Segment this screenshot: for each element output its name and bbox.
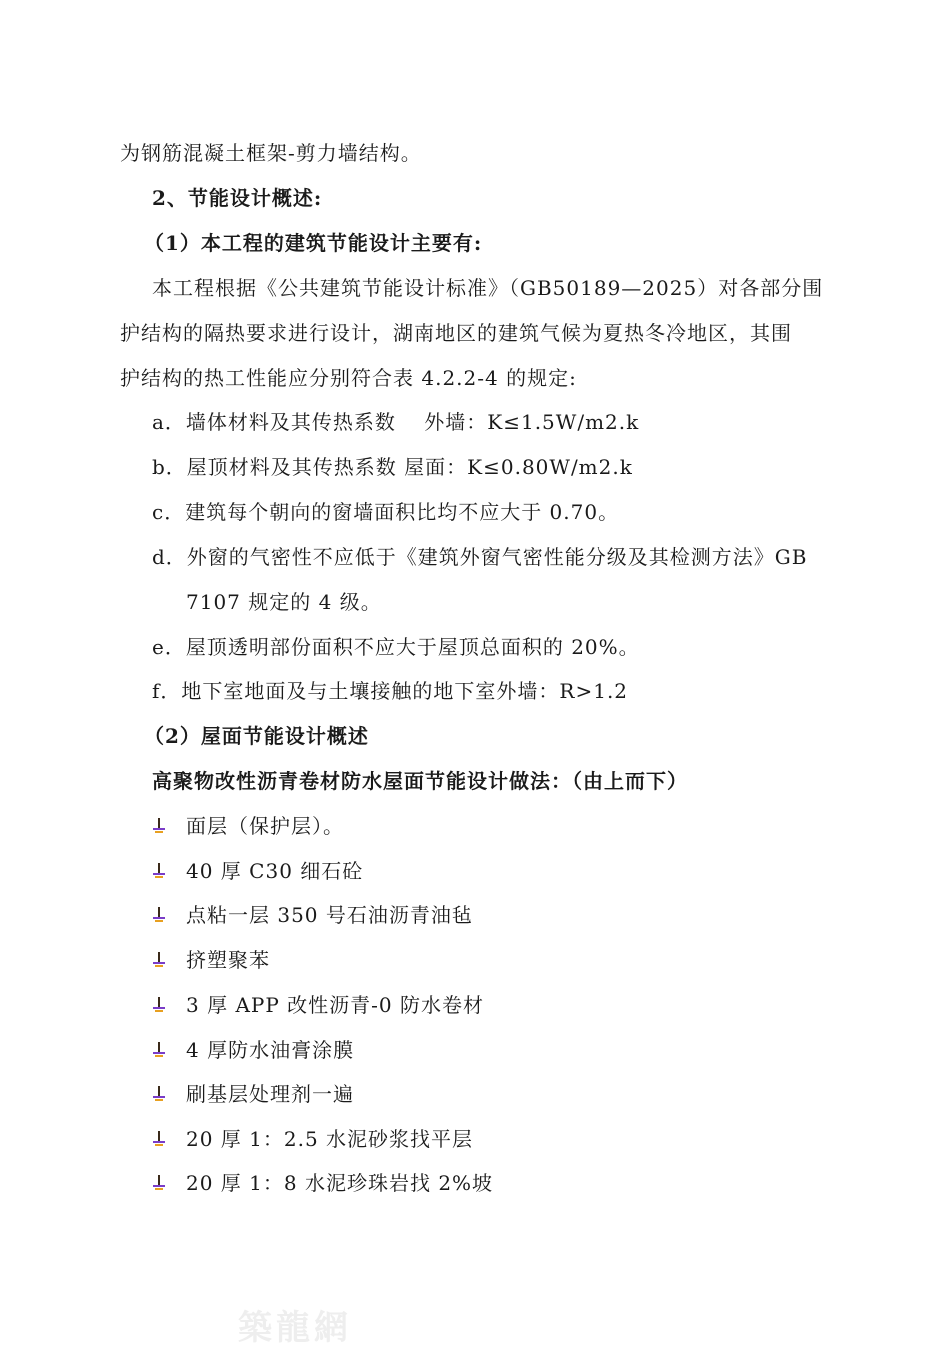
bullet-item [152, 991, 484, 1019]
list-item: c．建筑每个朝向的窗墙面积比均不应大于 0.70。 [152, 500, 620, 524]
bullet-text: 面层（保护层）。 [186, 814, 344, 838]
bullet-text: 刷基层处理剂一遍 [186, 1082, 354, 1106]
bullet-item [152, 901, 473, 929]
section-heading: 2、节能设计概述: [152, 186, 323, 210]
bullet-arrow-icon [152, 1042, 166, 1058]
paragraph-line: 护结构的隔热要求进行设计，湖南地区的建筑气候为夏热冬冷地区，其围 [120, 321, 792, 345]
bullet-arrow-icon [152, 907, 166, 923]
bullet-text: 3 厚 APP 改性沥青-0 防水卷材 [186, 993, 484, 1017]
list-item: d．外窗的气密性不应低于《建筑外窗气密性能分级及其检测方法》GB [152, 545, 808, 569]
bullet-text: 4 厚防水油膏涂膜 [186, 1038, 355, 1062]
method-heading: 高聚物改性沥青卷材防水屋面节能设计做法：（由上而下） [152, 769, 688, 793]
list-item: b．屋顶材料及其传热系数 屋面：K≤0.80W/m2.k [152, 455, 633, 479]
bullet-arrow-icon [152, 863, 166, 879]
bullet-arrow-icon [152, 952, 166, 968]
bullet-text: 40 厚 C30 细石砼 [186, 859, 364, 883]
watermark-logo: 築龍網 [238, 1308, 352, 1348]
bullet-item [152, 812, 344, 840]
list-item-continuation: 7107 规定的 4 级。 [186, 590, 382, 614]
bullet-arrow-icon [152, 818, 166, 834]
bullet-item [152, 1080, 354, 1108]
paragraph-line: 护结构的热工性能应分别符合表 4.2.2-4 的规定: [120, 366, 577, 390]
bullet-text: 20 厚 1：8 水泥珍珠岩找 2%坡 [186, 1171, 494, 1195]
bullet-arrow-icon [152, 997, 166, 1013]
bullet-arrow-icon [152, 1086, 166, 1102]
list-item: e．屋顶透明部份面积不应大于屋顶总面积的 20%。 [152, 635, 640, 659]
bullet-text: 挤塑聚苯 [186, 948, 270, 972]
subsection-heading: （1）本工程的建筑节能设计主要有: [144, 231, 483, 255]
bullet-item [152, 857, 363, 885]
paragraph-line: 本工程根据《公共建筑节能设计标准》（GB50189—2025）对各部分围 [152, 276, 824, 300]
bullet-arrow-icon [152, 1131, 166, 1147]
subsection-heading: （2）屋面节能设计概述 [144, 724, 369, 748]
paragraph-line: 为钢筋混凝土框架-剪力墙结构。 [120, 141, 422, 165]
bullet-item [152, 946, 270, 974]
bullet-text: 点粘一层 350 号石油沥青油毡 [186, 903, 473, 927]
bullet-item [152, 1169, 493, 1197]
list-item: a．墙体材料及其传热系数 外墙：K≤1.5W/m2.k [152, 410, 640, 434]
bullet-text: 20 厚 1：2.5 水泥砂浆找平层 [186, 1127, 474, 1151]
bullet-arrow-icon [152, 1175, 166, 1191]
list-item: f．地下室地面及与土壤接触的地下室外墙：R>1.2 [152, 679, 629, 703]
bullet-item [152, 1125, 473, 1153]
bullet-item [152, 1036, 354, 1064]
